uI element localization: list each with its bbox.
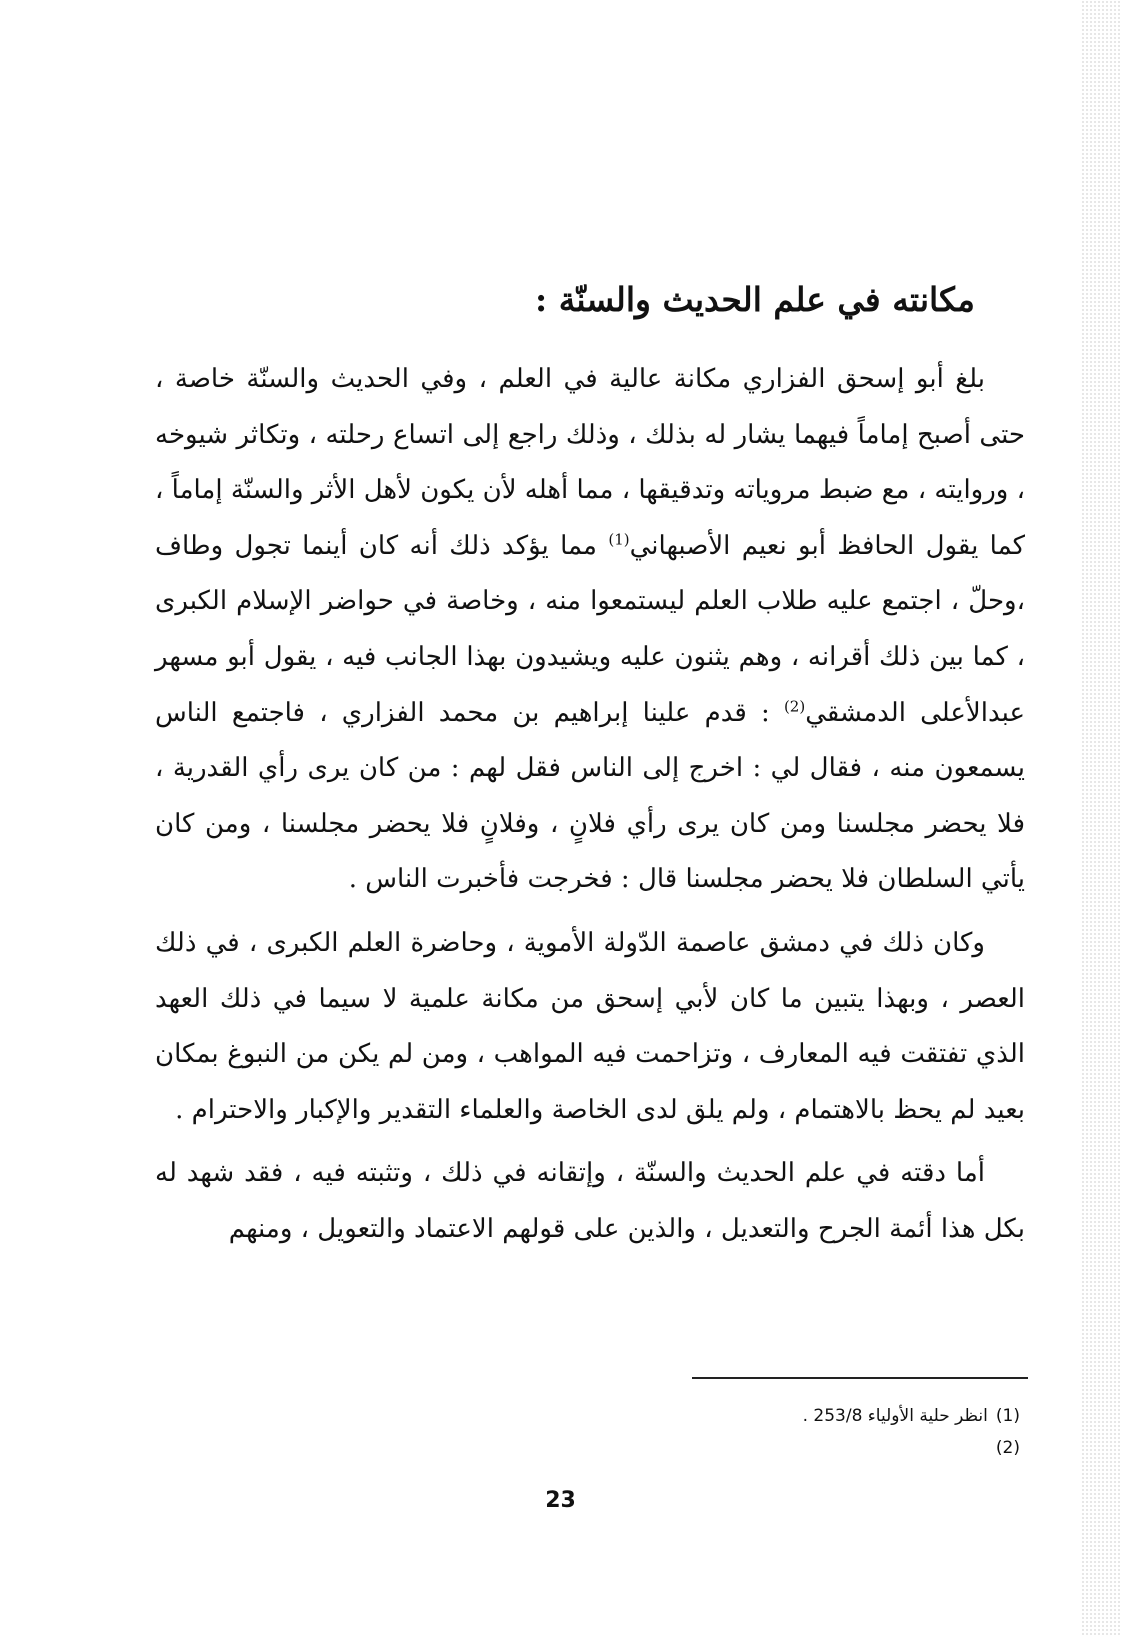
paragraph-1-part-b: مما يؤكد ذلك أنه كان أينما تجول وطاف ،وحلّ ، اجتمع عليه طلاب العلم ليستمعوا منه ، وخاصة في حواضر الإسلام الكبرى ، كما بين ذلك أقرانه ، وهم يثنون عليه ويشيدون بهذا الجانب فيه ، يقول أبو مسهر عبدالأعلى الدمشقي <box>155 530 1025 728</box>
footnote-ref-1: (1) <box>608 530 630 549</box>
footnote-2 <box>620 1432 1020 1464</box>
page-number: 23 <box>545 1488 576 1513</box>
footnote-1-number: (1) <box>995 1406 1020 1426</box>
page-body <box>155 270 1025 1258</box>
paragraph-3: أما دقته في علم الحديث والسنّة ، وإتقانه في ذلك ، وتثبته فيه ، فقد شهد له بكل هذا أئمة الجرح والتعديل ، والذين على قولهم الاعتماد والتعويل ، ومنهم <box>155 1158 1025 1244</box>
paragraph-1-part-a: بلغ أبو إسحق الفزاري مكانة عالية في العلم ، وفي الحديث والسنّة خاصة ، حتى أصبح إماماً فيهما يشار له بذلك ، وذلك راجع إلى اتساع رحلته ، وتكاثر شيوخه ، وروايته ، مع ضبط مروياته وتدقيقها ، مما أهله لأن يكون لأهل الأثر والسنّة إماماً ، كما يقول الحافظ أبو نعيم الأصبهاني <box>155 364 1025 561</box>
footnote-1 <box>620 1400 1020 1432</box>
paragraph-2: وكان ذلك في دمشق عاصمة الدّولة الأموية ، وحاضرة العلم الكبرى ، في ذلك العصر ، وبهذا يتبين ما كان لأبي إسحق من مكانة علمية لا سيما في ذلك العهد الذي تفتقت فيه المعارف ، وتزاحمت فيه المواهب ، ومن لم يكن من النبوغ بمكان بعيد لم يحظ بالاهتمام ، ولم يلق لدى الخاصة والعلماء التقدير والإكبار والاحترام . <box>155 927 1025 1125</box>
footnote-2-number: (2) <box>995 1438 1020 1458</box>
footnote-ref-2: (2) <box>783 696 806 715</box>
footnote-divider <box>692 1377 1028 1379</box>
scan-edge-texture <box>1081 0 1121 1636</box>
paragraph-1-part-c: : قدم علينا إبراهيم بن محمد الفزاري ، فاجتمع الناس يسمعون منه ، فقال لي : اخرج إلى الناس فقل لهم : من كان يرى رأي القدرية ، فلا يحضر مجلسنا ومن كان يرى رأي فلانٍ ، وفلانٍ فلا يحضر مجلسنا ، ومن كان يأتي السلطان فلا يحضر مجلسنا قال : فخرجت فأخبرت الناس . <box>155 697 1025 895</box>
paragraph-1 <box>155 352 1025 908</box>
footnotes <box>620 1400 1020 1464</box>
footnote-1-text: انظر حلية الأولياء 253/8 . <box>802 1406 988 1426</box>
section-heading: مكانته في علم الحديث والسنّة : <box>535 280 975 319</box>
